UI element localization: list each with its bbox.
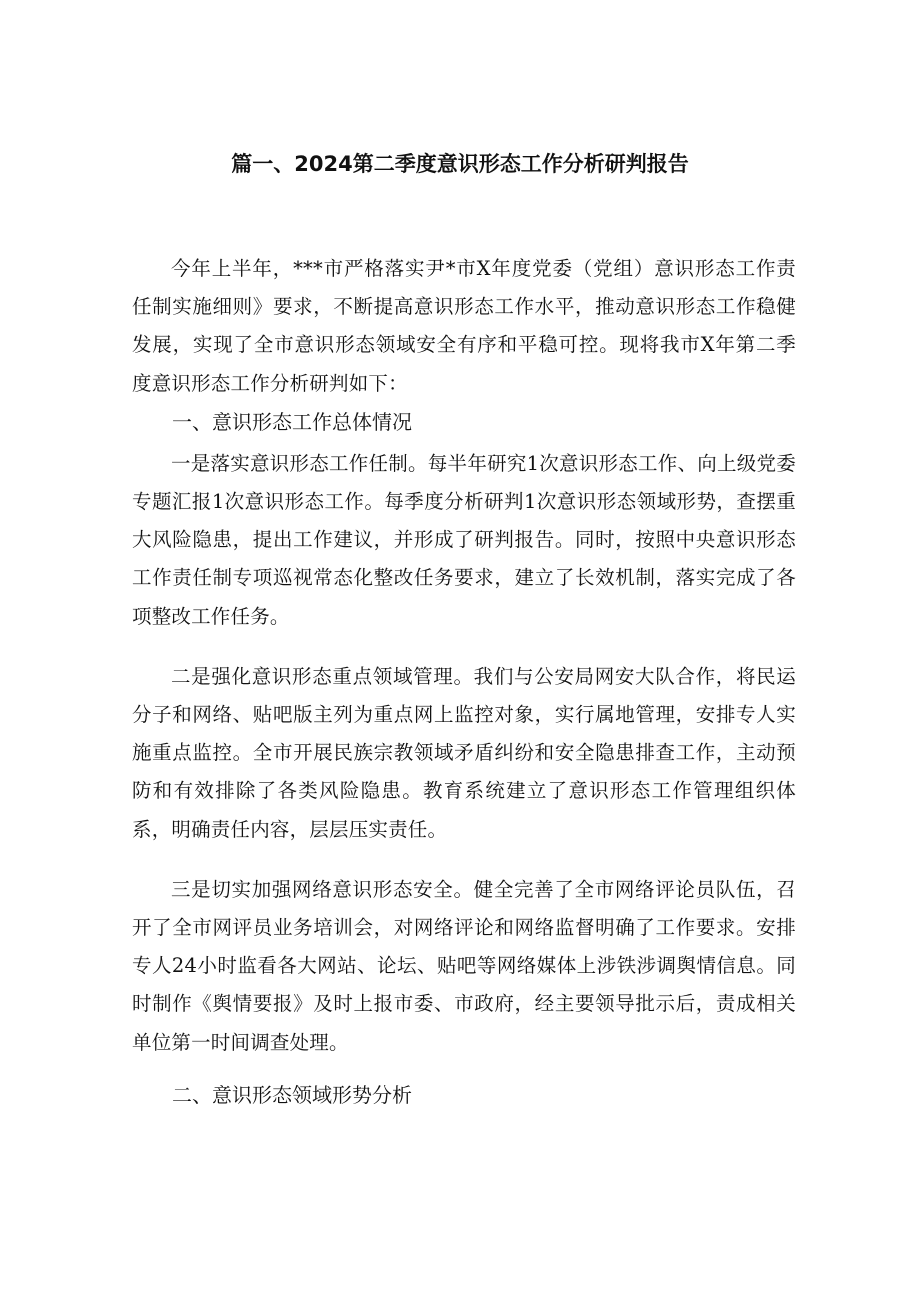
section-1-paragraph-2: 二是强化意识形态重点领域管理。我们与公安局网安大队合作，将民运分子和网络、贴吧版主列为重点网上监控对象，实行属地管理，安排专人实施重点监控。全市开展民族宗教领域矛盾纠纷和安全隐患排查工作，主动预防和有效排除了各类风险隐患。教育系统建立了意识形态工作管理组织体系，明确责任内容，层层压实责任。: [132, 664, 796, 841]
section-1-heading: 一、意识形态工作总体情况: [172, 409, 412, 434]
section-1-paragraph-1: 一是落实意识形态工作任制。每半年研究1次意识形态工作、向上级党委专题汇报1次意识形态工作。每季度分析研判1次意识形态领域形势，查摆重大风险隐患，提出工作建议，并形成了研判报告。同时，按照中央意识形态工作责任制专项巡视常态化整改任务要求，建立了长效机制，落实完成了各项整改工作任务。: [132, 451, 796, 628]
section-1-paragraph-3: 三是切实加强网络意识形态安全。健全完善了全市网络评论员队伍，召开了全市网评员业务培训会，对网络评论和网络监督明确了工作要求。安排专人24小时监看各大网站、论坛、贴吧等网络媒体上涉铁涉调舆情信息。同时制作《舆情要报》及时上报市委、市政府，经主要领导批示后，责成相关单位第一时间调查处理。: [132, 877, 796, 1054]
intro-paragraph: 今年上半年，***市严格落实尹*市X年度党委（党组）意识形态工作责任制实施细则》要求，不断提高意识形态工作水平，推动意识形态工作稳健发展，实现了全市意识形态领域安全有序和平稳可控。现将我市X年第二季度意识形态工作分析研判如下：: [132, 257, 796, 395]
document-title: 篇一、2024第二季度意识形态工作分析研判报告: [231, 152, 689, 176]
document-body: [132, 250, 796, 1114]
section-2-heading: 二、意识形态领域形势分析: [172, 1082, 412, 1107]
